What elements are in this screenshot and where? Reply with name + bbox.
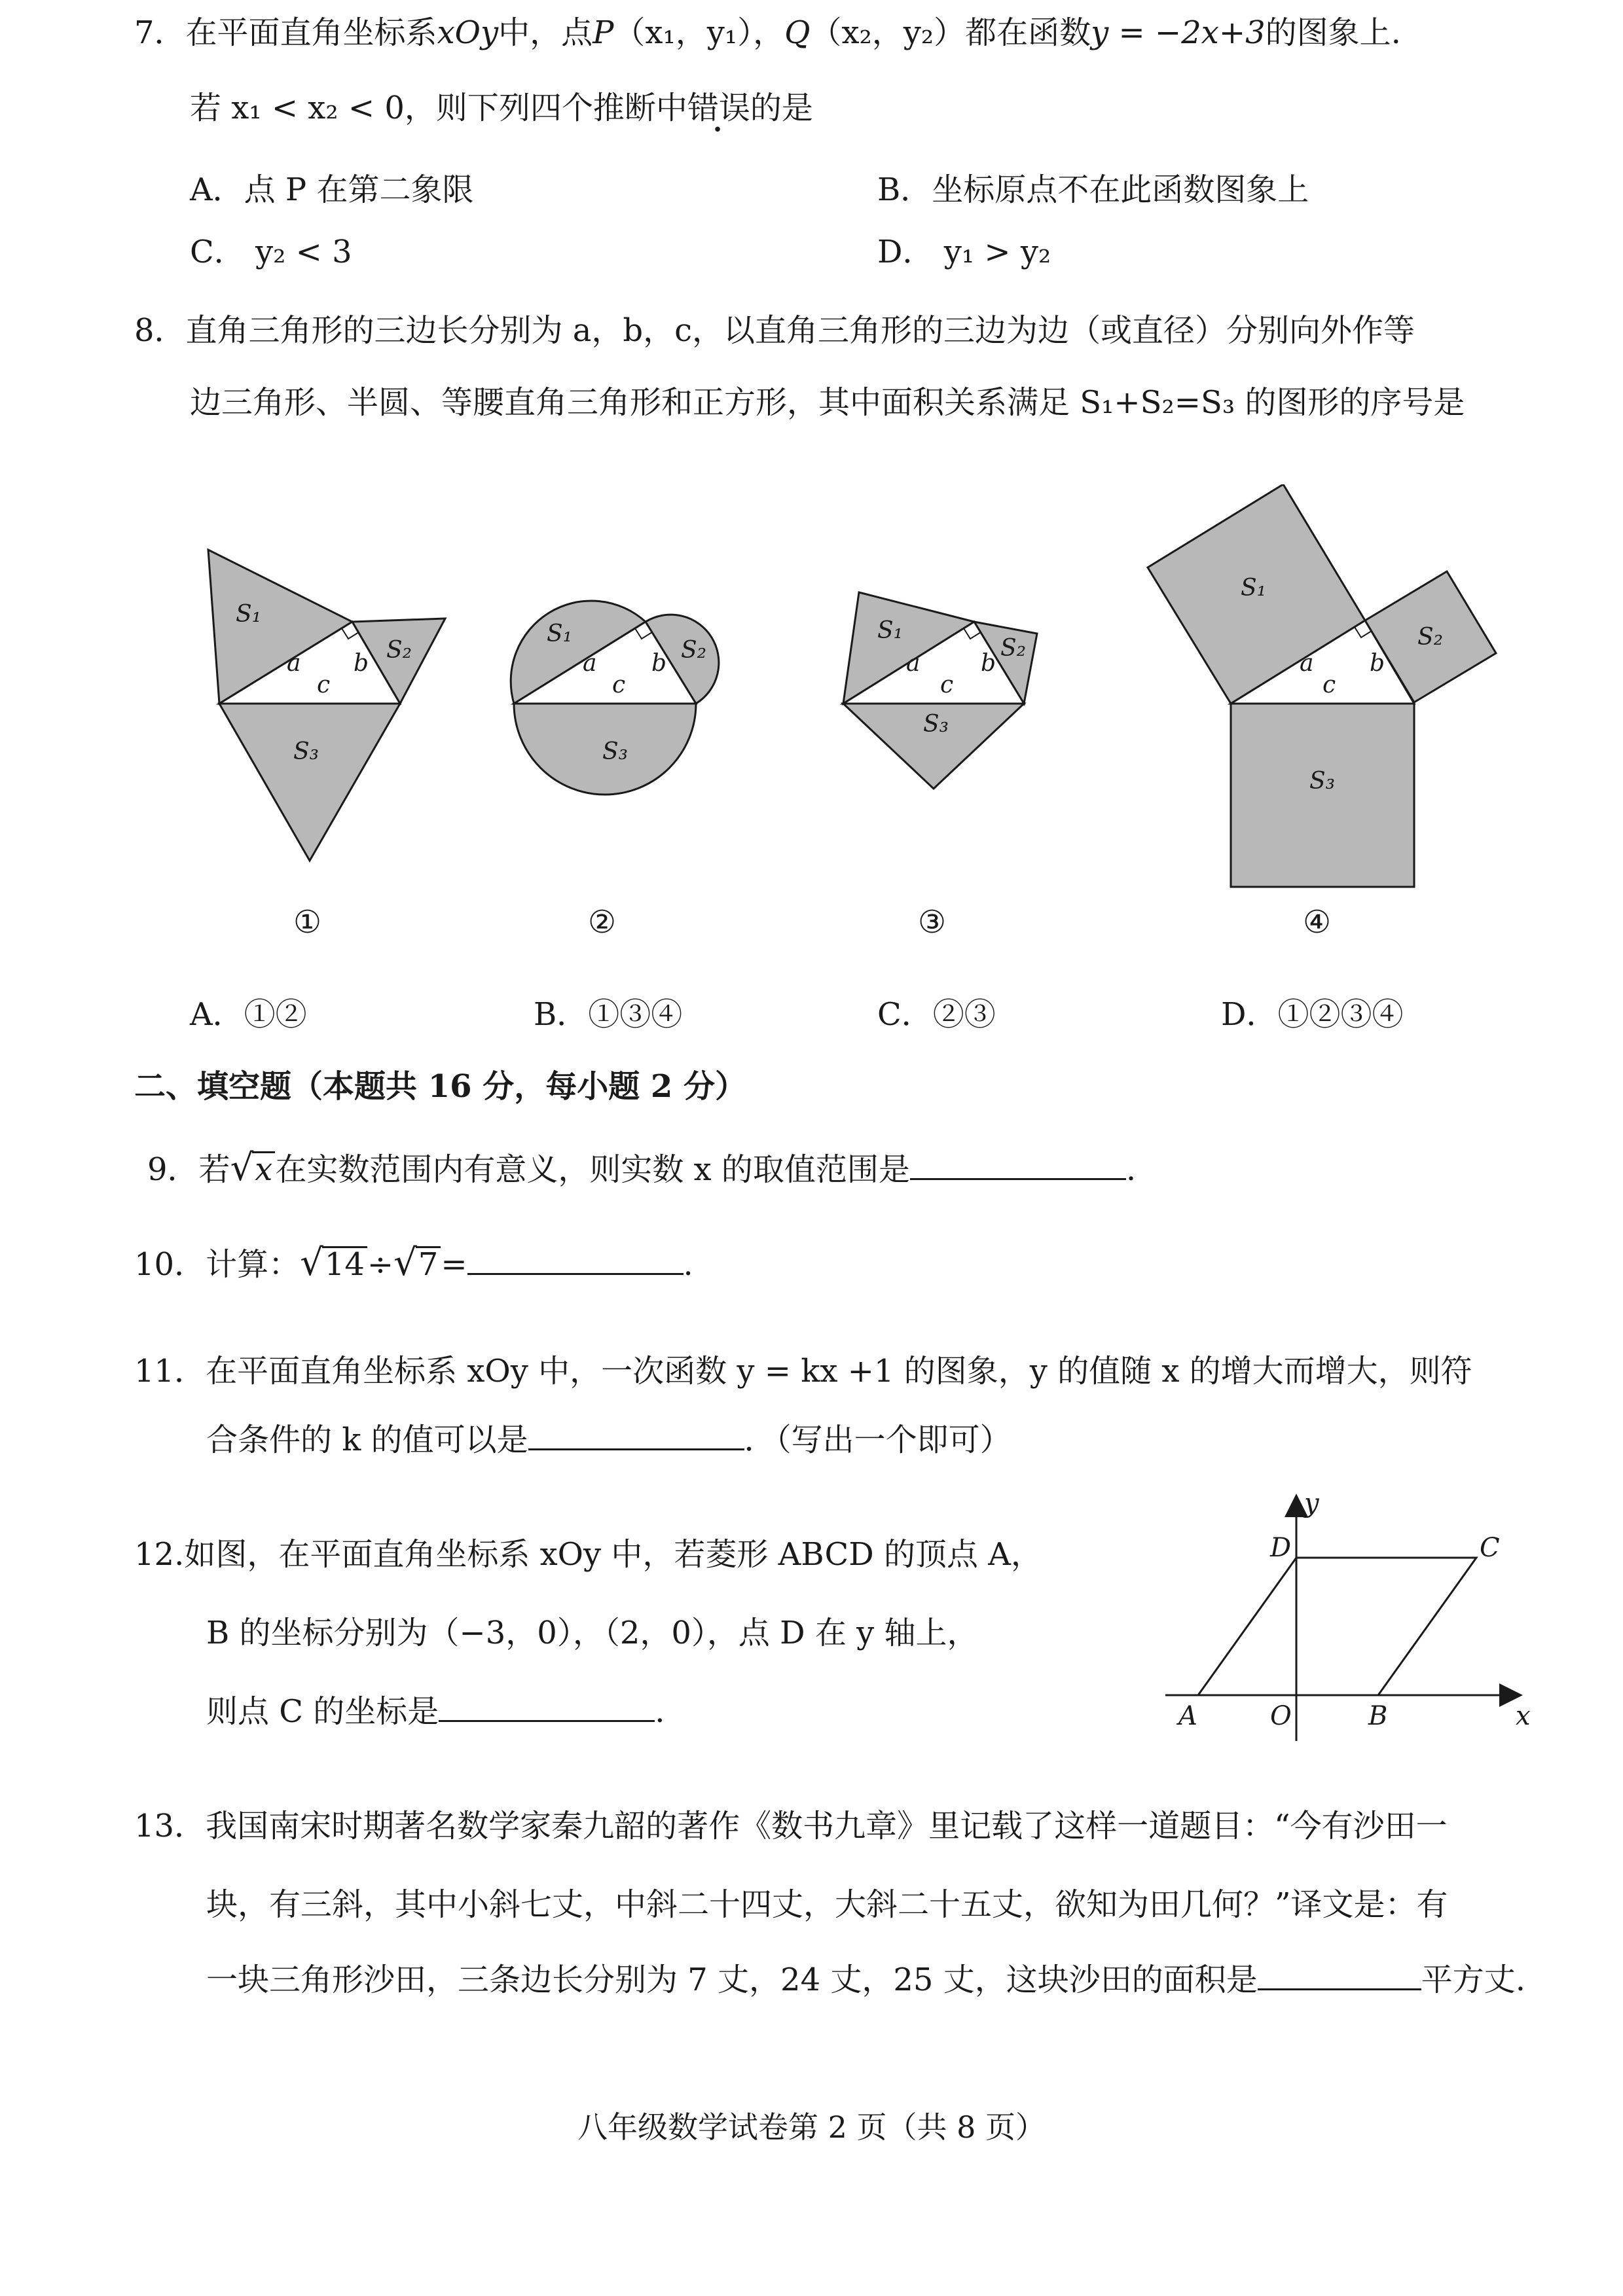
q12-line2: B 的坐标分别为（−3，0），（2，0），点 D 在 y 轴上， — [206, 1615, 979, 1651]
fig2-a-label: a — [583, 650, 597, 677]
fig1-s3-label: S₃ — [293, 738, 319, 765]
rhombus-abcd — [1198, 1558, 1476, 1695]
q11-line1: 11．在平面直角坐标系 xOy 中，一次函数 y = kx +1 的图象，y 的值随 x 的增大而增大，则符 — [134, 1353, 1472, 1390]
fig4-s1-label: S₁ — [1241, 575, 1267, 601]
fig4-s2-label: S₂ — [1417, 624, 1444, 651]
fig3-s3-label: S₃ — [923, 711, 949, 738]
fig2-s2-label: S₂ — [681, 637, 707, 664]
q8-option-b: B．①③④ — [534, 996, 683, 1033]
q8-figures — [0, 484, 1623, 1021]
fig4-number: ④ — [1303, 904, 1332, 941]
q12-rhombus-figure — [1159, 1486, 1539, 1748]
point-o-label: O — [1270, 1701, 1292, 1731]
fig4-a-label: a — [1300, 650, 1314, 677]
emphasis-dots: 错误 — [687, 90, 750, 126]
fig1-b-label: b — [354, 650, 369, 677]
fig1-s3-triangle — [219, 704, 400, 861]
fig2-number: ② — [588, 904, 617, 941]
fig2-b-label: b — [651, 650, 667, 677]
fig1-a-label: a — [287, 650, 301, 677]
y-axis-label: y — [1304, 1488, 1319, 1518]
q7-option-b: B．坐标原点不在此函数图象上 — [877, 171, 1309, 208]
fig1-s1-label: S₁ — [236, 601, 262, 628]
x-axis-label: x — [1516, 1701, 1531, 1731]
fig1-c-label: c — [317, 672, 331, 698]
q7-option-d: D． y₁ > y₂ — [877, 234, 1051, 270]
point-c-label: C — [1480, 1533, 1500, 1563]
q13-line1: 13．我国南宋时期著名数学家秦九韶的著作《数书九章》里记载了这样一道题目：“今有沙田一 — [134, 1808, 1448, 1844]
q7-option-c: C． y₂ < 3 — [190, 234, 352, 270]
q13-line2: 块，有三斜，其中小斜七丈，中斜二十四丈，大斜二十五丈，欲知为田几何？”译文是：有 — [206, 1886, 1448, 1923]
fig3-s2-label: S₂ — [1000, 635, 1027, 662]
q13-line3: 一块三角形沙田，三条边长分别为 7 丈，24 丈，25 丈，这块沙田的面积是 平方丈. — [206, 1962, 1525, 1998]
q9: 9．若√x在实数范围内有意义，则实数 x 的取值范围是 . — [147, 1147, 1137, 1189]
q10: 10．计算：√14÷√7= . — [134, 1242, 693, 1284]
q8-line1: 8．直角三角形的三边长分别为 a，b，c，以直角三角形的三边为边（或直径）分别向外作等 — [134, 312, 1415, 349]
fig4-s3-square — [1231, 704, 1414, 887]
page-footer: 八年级数学试卷第 2 页（共 8 页） — [577, 2109, 1046, 2145]
fig1-s2-label: S₂ — [386, 637, 412, 664]
fig4-c-label: c — [1322, 672, 1336, 698]
fig3-a-label: a — [906, 650, 921, 677]
q11-line2: 合条件的 k 的值可以是 ．（写出一个即可） — [206, 1422, 1012, 1458]
fig2-s1-label: S₁ — [547, 620, 573, 647]
q12-line1: 12.如图，在平面直角坐标系 xOy 中，若菱形 ABCD 的顶点 A， — [134, 1536, 1042, 1573]
fig4-s3-label: S₃ — [1309, 768, 1336, 795]
q7-line1: 7．在平面直角坐标系xOy中，点P（x₁，y₁），Q（x₂，y₂）都在函数y = −2x+3的图象上. — [134, 14, 1401, 51]
q10-answer-blank[interactable] — [467, 1247, 684, 1275]
point-b-label: B — [1368, 1701, 1388, 1731]
q7-option-a: A．点 P 在第二象限 — [190, 171, 474, 208]
fig3-number: ③ — [918, 904, 947, 941]
q7-line2: 若 x₁ < x₂ < 0，则下列四个推断中错误的是 — [190, 90, 813, 126]
q13-answer-blank[interactable] — [1258, 1962, 1421, 1990]
fig3-c-label: c — [940, 672, 954, 698]
q12-line3: 则点 C 的坐标是 . — [206, 1693, 665, 1730]
fig2-s3-label: S₃ — [602, 738, 629, 765]
point-d-label: D — [1270, 1533, 1292, 1563]
section-heading: 二、填空题（本题共 16 分，每小题 2 分） — [134, 1068, 747, 1105]
q9-answer-blank[interactable] — [910, 1152, 1126, 1180]
point-a-label: A — [1178, 1701, 1197, 1731]
fig3-s1-label: S₁ — [877, 617, 903, 644]
q8-option-a: A．①② — [190, 996, 307, 1033]
fig2-c-label: c — [612, 672, 626, 698]
fig4-b-label: b — [1370, 650, 1385, 677]
fig1-number: ① — [293, 904, 322, 941]
q8-option-d: D．①②③④ — [1221, 996, 1404, 1033]
q11-answer-blank[interactable] — [528, 1422, 744, 1450]
q8-line2: 边三角形、半圆、等腰直角三角形和正方形，其中面积关系满足 S₁+S₂=S₃ 的图形的序号是 — [190, 384, 1465, 421]
q12-answer-blank[interactable] — [439, 1694, 655, 1722]
q8-option-c: C．②③ — [877, 996, 996, 1033]
fig3-b-label: b — [981, 650, 996, 677]
